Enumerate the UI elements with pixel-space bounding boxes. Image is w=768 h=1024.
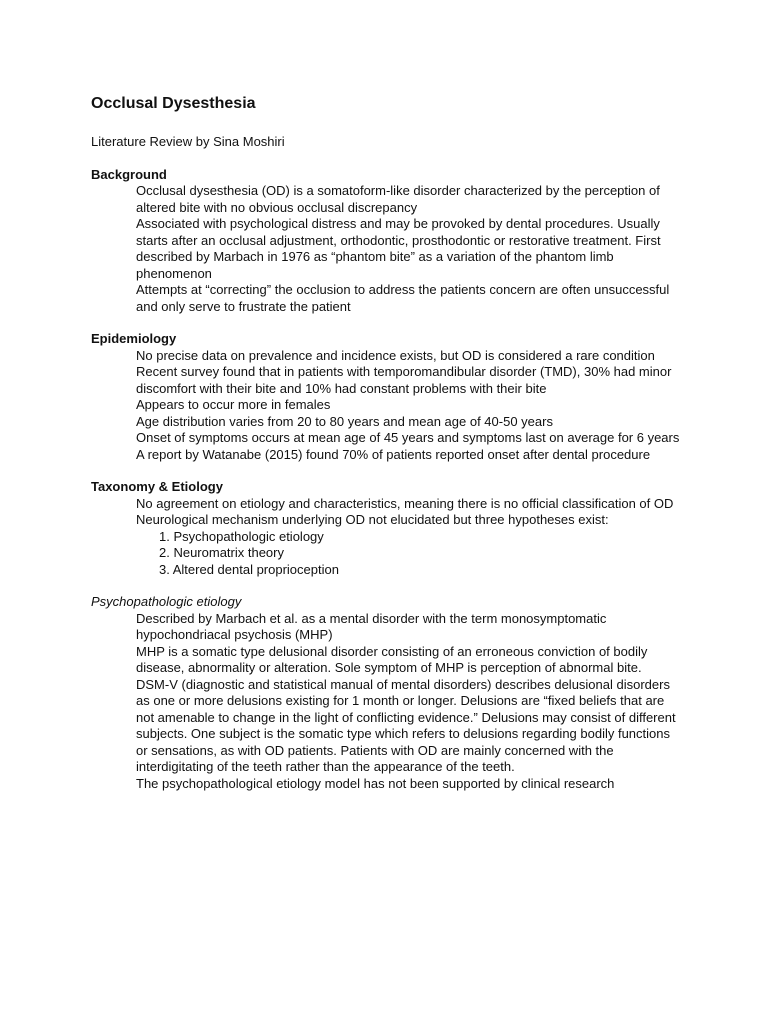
document-page <box>91 94 691 792</box>
section-heading: Taxonomy & Etiology <box>91 479 223 494</box>
section-psychopathologic <box>91 594 691 792</box>
subsection-heading: Psychopathologic etiology <box>91 594 242 609</box>
hypotheses-list <box>91 529 691 579</box>
section-heading: Background <box>91 166 167 182</box>
paragraph: Onset of symptoms occurs at mean age of 45 years and symptoms last on average for 6 years <box>136 430 680 445</box>
section-background <box>91 167 691 316</box>
paragraph: No agreement on etiology and characteristics, meaning there is no official classification of OD <box>136 495 674 511</box>
section-epidemiology <box>91 331 691 463</box>
list-item: 2. Neuromatrix theory <box>159 545 284 560</box>
document-title: Occlusal Dysesthesia <box>91 95 256 112</box>
list-item: 1. Psychopathologic etiology <box>159 528 324 544</box>
section-taxonomy <box>91 479 691 578</box>
paragraph: Associated with psychological distress and may be provoked by dental procedures. Usually starts after an occlusal adjustment, orthodontic, prosthodontic or restorative treatment. First described by Marbach in 1976 as “phantom bite” as a variation of the phantom limb phenomenon <box>136 216 661 281</box>
paragraph: Occlusal dysesthesia (OD) is a somatoform-like disorder characterized by the perception of altered bite with no obvious occlusal discrepancy <box>136 183 660 215</box>
document-subtitle: Literature Review by Sina Moshiri <box>91 134 285 149</box>
paragraph: DSM-V (diagnostic and statistical manual of mental disorders) describes delusional disorders as one or more delusions existing for 1 month or longer. Delusions are “fixed beliefs that are not amenable to change in the light of conflicting evidence.” Delusions may consist of different subjects. One subject is the somatic type which refers to delusions regarding bodily functions or sensations, as with OD patients. Patients with OD are mainly concerned with the interdigitating of the teeth rather than the appearance of the teeth. <box>136 676 676 774</box>
paragraph: Appears to occur more in females <box>136 397 331 412</box>
paragraph: Described by Marbach et al. as a mental disorder with the term monosymptomatic hypochondriacal psychosis (MHP) <box>136 610 607 642</box>
section-heading: Epidemiology <box>91 331 177 346</box>
paragraph: Neurological mechanism underlying OD not elucidated but three hypotheses exist: <box>136 512 609 527</box>
paragraph: No precise data on prevalence and incidence exists, but OD is considered a rare condition <box>136 347 655 363</box>
paragraph: The psychopathological etiology model has not been supported by clinical research <box>136 775 615 791</box>
paragraph: A report by Watanabe (2015) found 70% of patients reported onset after dental procedure <box>136 446 651 462</box>
paragraph: Recent survey found that in patients with temporomandibular disorder (TMD), 30% had minor discomfort with their bite and 10% had constant problems with their bite <box>136 364 672 396</box>
list-item: 3. Altered dental proprioception <box>159 561 339 577</box>
paragraph: Attempts at “correcting” the occlusion to address the patients concern are often unsuccessful and only serve to frustrate the patient <box>136 282 670 314</box>
paragraph: MHP is a somatic type delusional disorder consisting of an erroneous conviction of bodily disease, abnormality or alteration. Sole symptom of MHP is perception of abnormal bite. <box>136 643 648 675</box>
paragraph: Age distribution varies from 20 to 80 years and mean age of 40-50 years <box>136 413 553 429</box>
